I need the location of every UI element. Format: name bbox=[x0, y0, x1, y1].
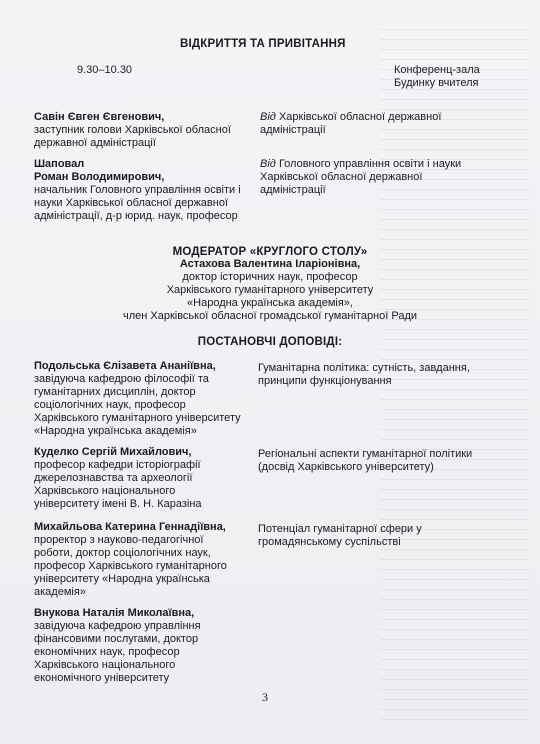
moderator-name: Астахова Валентина Іларіонівна, bbox=[179, 258, 361, 270]
report-1-topic bbox=[258, 362, 518, 388]
speaker-role-line: джерелознавства та археології bbox=[34, 472, 193, 484]
speaker-role-line: академія» bbox=[34, 586, 86, 598]
greeter-role-line: державної адміністрації bbox=[34, 137, 156, 149]
speaker-role-line: «Народна українська академія» bbox=[34, 425, 197, 437]
topic-line: Регіональні аспекти гуманітарної політики bbox=[258, 448, 473, 460]
moderator-line: «Народна українська академія», bbox=[187, 297, 353, 309]
greeter-2-from bbox=[260, 158, 510, 197]
speaker-role-line: гуманітарних дисциплін, доктор bbox=[34, 386, 196, 398]
speaker-name: Куделко Сергій Михайлович, bbox=[34, 446, 192, 458]
from-prefix: Від bbox=[260, 158, 276, 170]
topic-line: громадянському суспільстві bbox=[258, 536, 401, 548]
from-prefix: Від bbox=[260, 111, 276, 123]
greeter-role-line: науки Харківської обласної державної bbox=[34, 197, 229, 209]
venue-line-2: Будинку вчителя bbox=[394, 77, 479, 89]
greeter-role-line: адміністрації, д-р юрид. наук, професор bbox=[34, 210, 238, 222]
opening-time: 9.30–10.30 bbox=[77, 64, 133, 76]
greeter-2-block bbox=[34, 158, 264, 223]
speaker-role-line: професор Харківського гуманітарного bbox=[34, 560, 227, 572]
speaker-role-line: фінансовими послугами, доктор bbox=[34, 633, 199, 645]
speaker-role-line: університету імені В. Н. Каразіна bbox=[34, 498, 202, 510]
topic-line: принципи функціонування bbox=[258, 375, 392, 387]
moderator-line: Харківського гуманітарного університету bbox=[166, 284, 374, 296]
from-line: Харківської обласної державної bbox=[260, 171, 423, 183]
report-3-speaker bbox=[34, 521, 266, 599]
speaker-role-line: університету «Народна українська bbox=[34, 573, 210, 585]
from-line: адміністрації bbox=[260, 124, 326, 136]
report-2-topic bbox=[258, 448, 518, 474]
speaker-name: Михайльова Катерина Геннадіївна, bbox=[34, 521, 226, 533]
speaker-role-line: соціологічних наук, професор bbox=[34, 399, 186, 411]
moderator-heading: МОДЕРАТОР «КРУГЛОГО СТОЛУ» bbox=[172, 246, 368, 258]
from-line: Головного управління освіти і науки bbox=[278, 158, 462, 170]
greeter-1-block bbox=[34, 111, 264, 150]
report-2-speaker bbox=[34, 446, 266, 511]
greeter-name: Шаповал bbox=[34, 158, 85, 170]
moderator-block bbox=[20, 246, 520, 323]
report-1-speaker bbox=[34, 360, 266, 438]
greeter-1-from bbox=[260, 111, 510, 137]
topic-line: Гуманітарна політика: сутність, завдання, bbox=[258, 362, 470, 374]
greeter-role-line: заступник голови Харківської обласної bbox=[34, 124, 231, 136]
speaker-role-line: Харківського гуманітарного університету bbox=[34, 412, 241, 424]
speaker-role-line: економічних наук, професор bbox=[34, 646, 180, 658]
greeter-role-line: начальник Головного управління освіти і bbox=[34, 184, 241, 196]
page-number: 3 bbox=[262, 690, 268, 704]
from-line: адміністрації bbox=[260, 184, 326, 196]
topic-line: Потенціал гуманітарної сфери у bbox=[258, 523, 422, 535]
speaker-role-line: проректор з науково-педагогічної bbox=[34, 534, 204, 546]
report-3-topic bbox=[258, 523, 518, 549]
reports-heading: ПОСТАНОВЧІ ДОПОВІДІ: bbox=[197, 336, 343, 348]
speaker-name: Внукова Наталія Миколаївна, bbox=[34, 607, 195, 619]
moderator-line: член Харківської обласної громадської гуманітарної Ради bbox=[122, 310, 418, 322]
opening-title: ВІДКРИТТЯ ТА ПРИВІТАННЯ bbox=[180, 38, 346, 50]
greeter-name: Савін Євген Євгенович, bbox=[34, 111, 165, 123]
topic-line: (досвід Харківського університету) bbox=[258, 461, 434, 473]
speaker-role-line: роботи, доктор соціологічних наук, bbox=[34, 547, 211, 559]
speaker-role-line: професор кафедри історіографії bbox=[34, 459, 201, 471]
speaker-role-line: Харківського національного bbox=[34, 485, 176, 497]
speaker-name: Подольська Єлізавета Ананіївна, bbox=[34, 360, 216, 372]
speaker-role-line: завідуюча кафедрою філософії та bbox=[34, 373, 209, 385]
moderator-line: доктор історичних наук, професор bbox=[182, 271, 358, 283]
greeter-name: Роман Володимирович, bbox=[34, 171, 165, 183]
report-4-speaker bbox=[34, 607, 266, 685]
speaker-role-line: Харківського національного bbox=[34, 659, 176, 671]
speaker-role-line: завідуюча кафедрою управління bbox=[34, 620, 201, 632]
speaker-role-line: економічного університету bbox=[34, 672, 170, 684]
venue-line-1: Конференц-зала bbox=[394, 64, 480, 76]
from-line: Харківської обласної державної bbox=[278, 111, 442, 123]
